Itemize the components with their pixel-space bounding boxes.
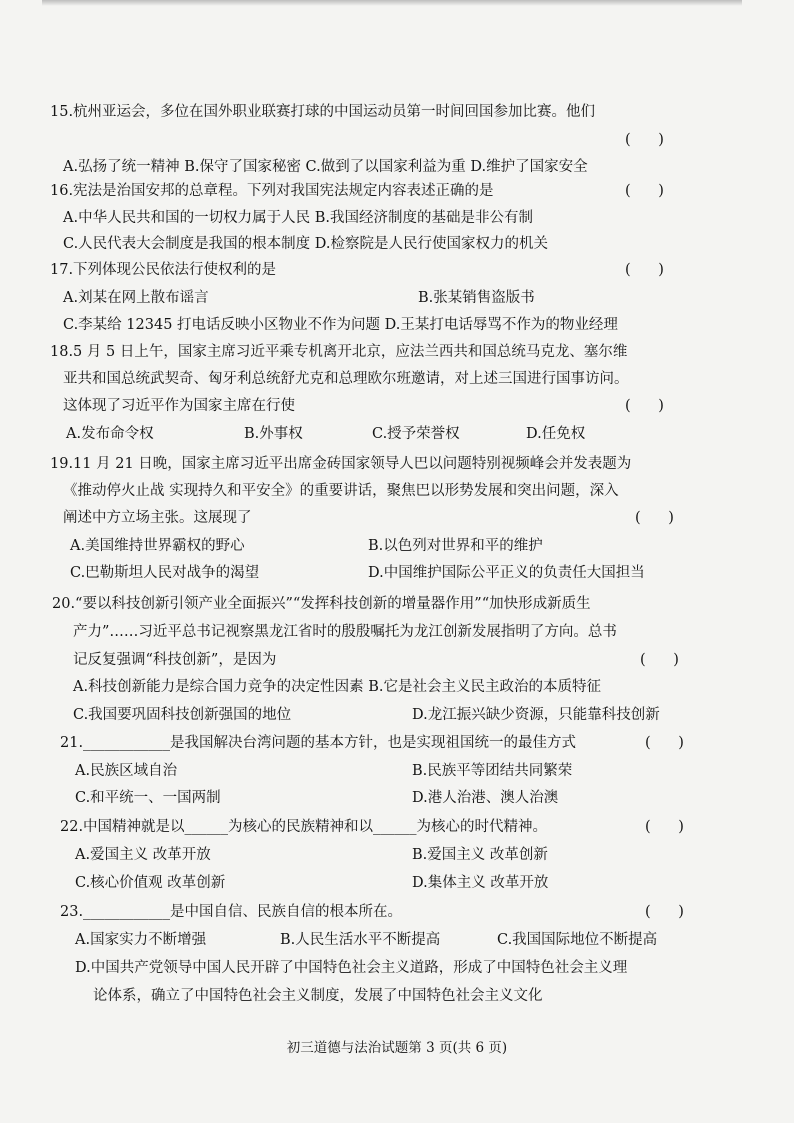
q21-option-d: D.港人治港、澳人治澳 [412,790,559,806]
q15-answer-bracket: ( ) [625,132,664,148]
page-footer: 初三道德与法治试题第 3 页(共 6 页) [286,1040,508,1056]
q19-option-a: A.美国维持世界霸权的野心 [70,538,245,554]
q23-stem-line-1: 23.____________是中国自信、民族自信的根本所在。 [60,904,403,920]
q23-option-a: A.国家实力不断增强 [75,932,207,948]
q20-option-c: C.我国要巩固科技创新强国的地位 [73,707,292,723]
q16-options-ab: A.中华人民共和国的一切权力属于人民 B.我国经济制度的基础是非公有制 [63,210,533,226]
q18-stem-line-3: 这体现了习近平作为国家主席在行使 [63,398,295,414]
q18-option-a: A.发布命令权 [66,426,154,442]
q16-answer-bracket: ( ) [625,183,664,199]
q15-options: A.弘扬了统一精神 B.保守了国家秘密 C.做到了以国家利益为重 D.维护了国家安全 [63,159,588,175]
q22-stem-line-1: 22.中国精神就是以______为核心的民族精神和以______为核心的时代精神。 [60,819,548,835]
q20-options-ab: A.科技创新能力是综合国力竞争的决定性因素 B.它是社会主义民主政治的本质特征 [73,679,601,695]
q19-stem-line-2: 《推动停火止战 实现持久和平安全》的重要讲话，聚焦巴以形势发展和突出问题，深入 [63,483,619,499]
q19-option-b: B.以色列对世界和平的维护 [368,538,543,554]
q19-answer-bracket: ( ) [635,510,674,526]
q16-stem-line-1: 16.宪法是治国安邦的总章程。下列对我国宪法规定内容表述正确的是 [50,183,494,199]
q20-stem-line-2: 产力”……习近平总书记视察黑龙江省时的殷殷嘱托为龙江创新发展指明了方向。总书 [73,624,617,640]
q22-option-a: A.爱国主义 改革开放 [75,847,211,863]
q22-answer-bracket: ( ) [645,819,684,835]
q17-option-a: A.刘某在网上散布谣言 [63,290,209,306]
q21-option-a: A.民族区域自治 [75,763,178,779]
q20-stem-line-3: 记反复强调“科技创新”，是因为 [73,652,277,668]
q23-option-b: B.人民生活水平不断提高 [280,932,441,948]
q21-option-c: C.和平统一、一国两制 [75,790,221,806]
q18-stem-line-1: 18.5 月 5 日上午，国家主席习近平乘专机离开北京，应法兰西共和国总统马克龙、塞尔维 [50,344,628,360]
q19-option-c: C.巴勒斯坦人民对战争的渴望 [70,565,260,581]
q23-option-d-line-2: 论体系，确立了中国特色社会主义制度，发展了中国特色社会主义文化 [93,988,543,1004]
q23-answer-bracket: ( ) [645,904,684,920]
q22-option-b: B.爱国主义 改革创新 [412,847,548,863]
q17-options-cd: C.李某给 12345 打电话反映小区物业不作为问题 D.王某打电话辱骂不作为的物业经理 [63,317,618,333]
q19-stem-line-3: 阐述中方立场主张。这展现了 [63,510,252,526]
q18-option-b: B.外事权 [244,426,303,442]
q20-stem-line-1: 20.“要以科技创新引领产业全面振兴”“发挥科技创新的增量器作用”“加快形成新质生 [52,596,591,612]
q19-stem-line-1: 19.11 月 21 日晚，国家主席习近平出席金砖国家领导人巴以问题特别视频峰会并发表题为 [50,456,632,472]
q21-stem-line-1: 21.____________是我国解决台湾问题的基本方针，也是实现祖国统一的最佳方式 [60,735,577,751]
q20-option-d: D.龙江振兴缺少资源，只能靠科技创新 [412,707,660,723]
q15-stem-line-1: 15.杭州亚运会，多位在国外职业联赛打球的中国运动员第一时间回国参加比赛。他们 [50,104,596,120]
q22-option-d: D.集体主义 改革开放 [412,875,549,891]
q23-option-c: C.我国国际地位不断提高 [497,932,658,948]
q17-answer-bracket: ( ) [625,262,664,278]
q18-answer-bracket: ( ) [625,398,664,414]
q19-option-d: D.中国维护国际公平正义的负责任大国担当 [368,565,645,581]
q23-option-d-line-1: D.中国共产党领导中国人民开辟了中国特色社会主义道路，形成了中国特色社会主义理 [75,960,628,976]
q16-options-cd: C.人民代表大会制度是我国的根本制度 D.检察院是人民行使国家权力的机关 [63,236,549,252]
q22-option-c: C.核心价值观 改革创新 [75,875,226,891]
q17-option-b: B.张某销售盗版书 [418,290,535,306]
q21-option-b: B.民族平等团结共同繁荣 [412,763,573,779]
scan-edge-shadow [42,0,742,6]
q18-stem-line-2: 亚共和国总统武契奇、匈牙利总统舒尤克和总理欧尔班邀请，对上述三国进行国事访问。 [63,371,629,387]
q17-stem-line-1: 17.下列体现公民依法行使权利的是 [50,262,277,278]
q18-option-c: C.授予荣誉权 [372,426,460,442]
q18-option-d: D.任免权 [526,426,586,442]
q20-answer-bracket: ( ) [640,652,679,668]
q21-answer-bracket: ( ) [645,735,684,751]
